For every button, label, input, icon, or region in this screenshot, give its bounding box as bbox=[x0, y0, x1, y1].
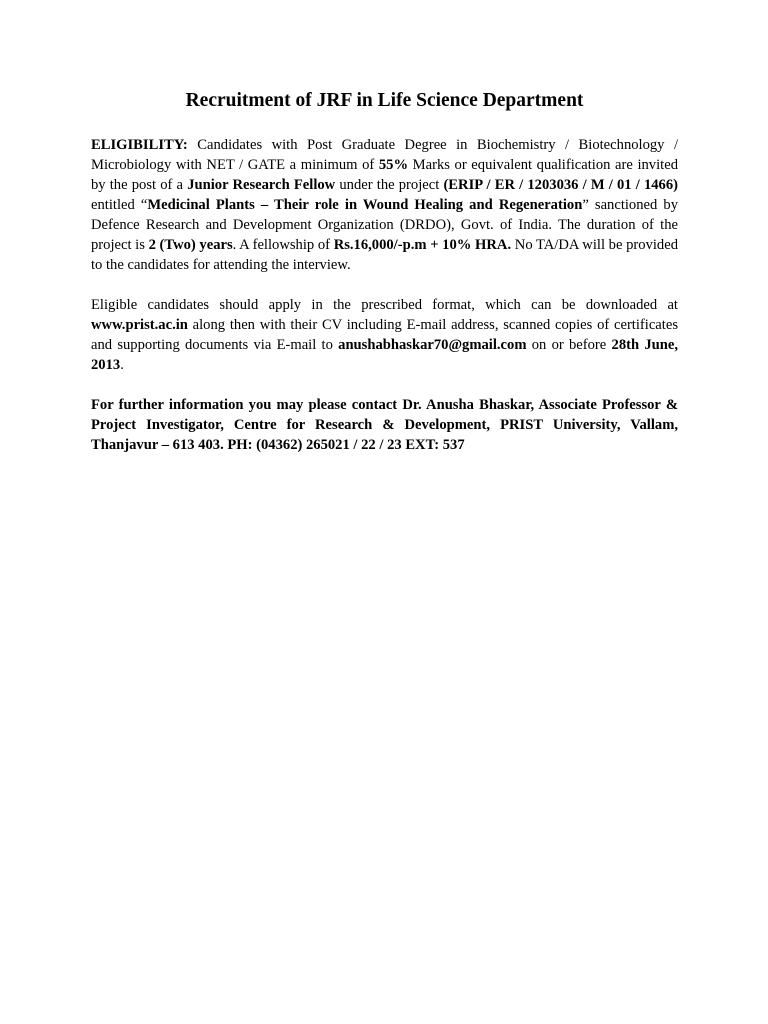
apply-text-4: . bbox=[120, 357, 124, 373]
project-code: (ERIP / ER / 1203036 / M / 01 / 1466) bbox=[443, 177, 678, 193]
apply-text-3: on or before bbox=[526, 337, 612, 353]
apply-text-2: along then with their CV including E-mail address, scanned copies of certificates and supporting documents via E-mail to bbox=[91, 317, 678, 353]
contact-paragraph bbox=[91, 395, 678, 455]
document-page bbox=[91, 86, 678, 475]
minimum-marks: 55% bbox=[378, 157, 409, 173]
eligibility-text-2: Marks or equivalent qualification are invited by the post of a bbox=[91, 157, 678, 193]
eligibility-text-3: under the project bbox=[335, 177, 444, 193]
page-title: Recruitment of JRF in Life Science Department bbox=[185, 90, 584, 111]
website-link[interactable]: www.prist.ac.in bbox=[91, 317, 188, 333]
email-link[interactable]: anushabhaskar70@gmail.com bbox=[338, 337, 527, 353]
eligibility-text-5: ” sanctioned by Defence Research and Development Organization (DRDO), Govt. of India. The duration of the project is bbox=[91, 197, 678, 253]
contact-text: For further information you may please contact Dr. Anusha Bhaskar, Associate Professor & Project Investigator, Centre for Research & Development, PRIST University, Vallam, Thanjavur – 613 403. PH: (04362) 265021 / 22 / 23 EXT: 537 bbox=[91, 397, 678, 453]
eligibility-text-7: No TA/DA will be provided to the candidates for attending the interview. bbox=[91, 237, 678, 273]
eligibility-text-1: Candidates with Post Graduate Degree in Biochemistry / Biotechnology / Microbiology with NET / GATE a minimum of bbox=[91, 137, 678, 173]
deadline-date: 28th June, 2013 bbox=[91, 337, 678, 373]
eligibility-text-4: entitled “ bbox=[91, 197, 148, 213]
eligibility-label: ELIGIBILITY: bbox=[91, 137, 188, 153]
project-title: Medicinal Plants – Their role in Wound Healing and Regeneration bbox=[147, 197, 583, 213]
post-name: Junior Research Fellow bbox=[187, 177, 336, 193]
eligibility-paragraph bbox=[91, 135, 678, 275]
project-duration: 2 (Two) years bbox=[148, 237, 233, 253]
fellowship-amount: Rs.16,000/-p.m + 10% HRA. bbox=[333, 237, 512, 253]
apply-text-1: Eligible candidates should apply in the prescribed format, which can be downloaded at bbox=[91, 297, 678, 313]
eligibility-text-6: . A fellowship of bbox=[232, 237, 334, 253]
application-paragraph bbox=[91, 295, 678, 375]
